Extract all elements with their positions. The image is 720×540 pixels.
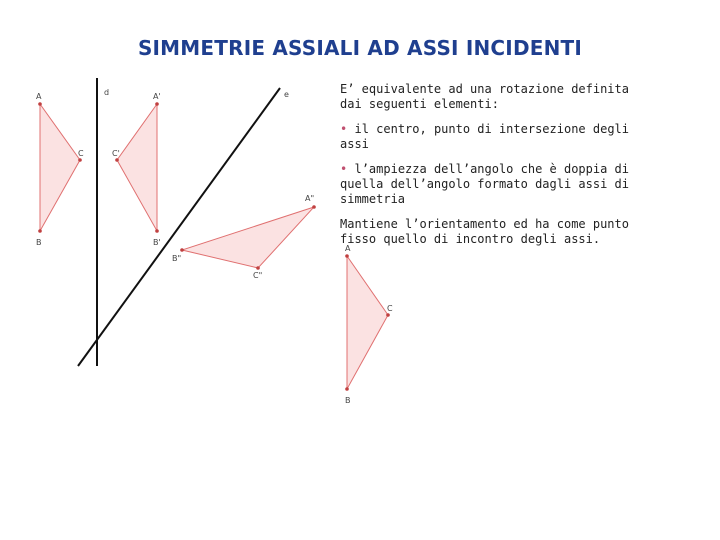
bullet-item <box>340 162 640 207</box>
label-axis-d: d <box>104 88 110 97</box>
label-b2: B" <box>172 254 182 263</box>
bullet-icon: • <box>340 162 348 176</box>
label-b-copy: B <box>345 396 351 405</box>
label-a-copy: A <box>345 244 351 253</box>
point-c1 <box>115 158 119 162</box>
label-c1: C' <box>112 149 120 158</box>
label-c2: C" <box>253 271 263 280</box>
label-a: A <box>36 92 42 101</box>
point-c-copy <box>386 313 390 317</box>
triangle-abc-copy <box>347 256 388 389</box>
point-b-copy <box>345 387 349 391</box>
point-b1 <box>155 229 159 233</box>
point-c <box>78 158 82 162</box>
triangle-abc <box>40 104 80 231</box>
page-title: SIMMETRIE ASSIALI AD ASSI INCIDENTI <box>137 36 583 60</box>
intro-paragraph: E’ equivalente ad una rotazione definita dai seguenti elementi: <box>340 82 629 111</box>
point-b2 <box>180 248 184 252</box>
point-a1 <box>155 102 159 106</box>
label-b1: B' <box>153 238 161 247</box>
point-a2 <box>312 205 316 209</box>
closing-paragraph: Mantiene l’orientamento ed ha come punto fisso quello di incontro degli assi. <box>340 217 629 246</box>
description-text <box>340 82 640 257</box>
bullet-item <box>340 122 640 152</box>
point-c2 <box>256 266 260 270</box>
label-a1: A' <box>153 92 161 101</box>
label-b: B <box>36 238 42 247</box>
bullet-text: il centro, punto di intersezione degli assi <box>340 122 630 151</box>
point-a <box>38 102 42 106</box>
label-axis-e: e <box>284 90 289 99</box>
bullet-text: l’ampiezza dell’angolo che è doppia di quella dell’angolo formato dagli assi di simmetria <box>340 162 630 206</box>
point-b <box>38 229 42 233</box>
triangle-a2b2c2 <box>182 207 314 268</box>
triangle-a1b1c1 <box>117 104 157 231</box>
label-a2: A" <box>305 194 315 203</box>
label-c-copy: C <box>387 304 393 313</box>
label-c: C <box>78 149 84 158</box>
axis-e <box>78 88 280 366</box>
bullet-icon: • <box>340 122 348 136</box>
